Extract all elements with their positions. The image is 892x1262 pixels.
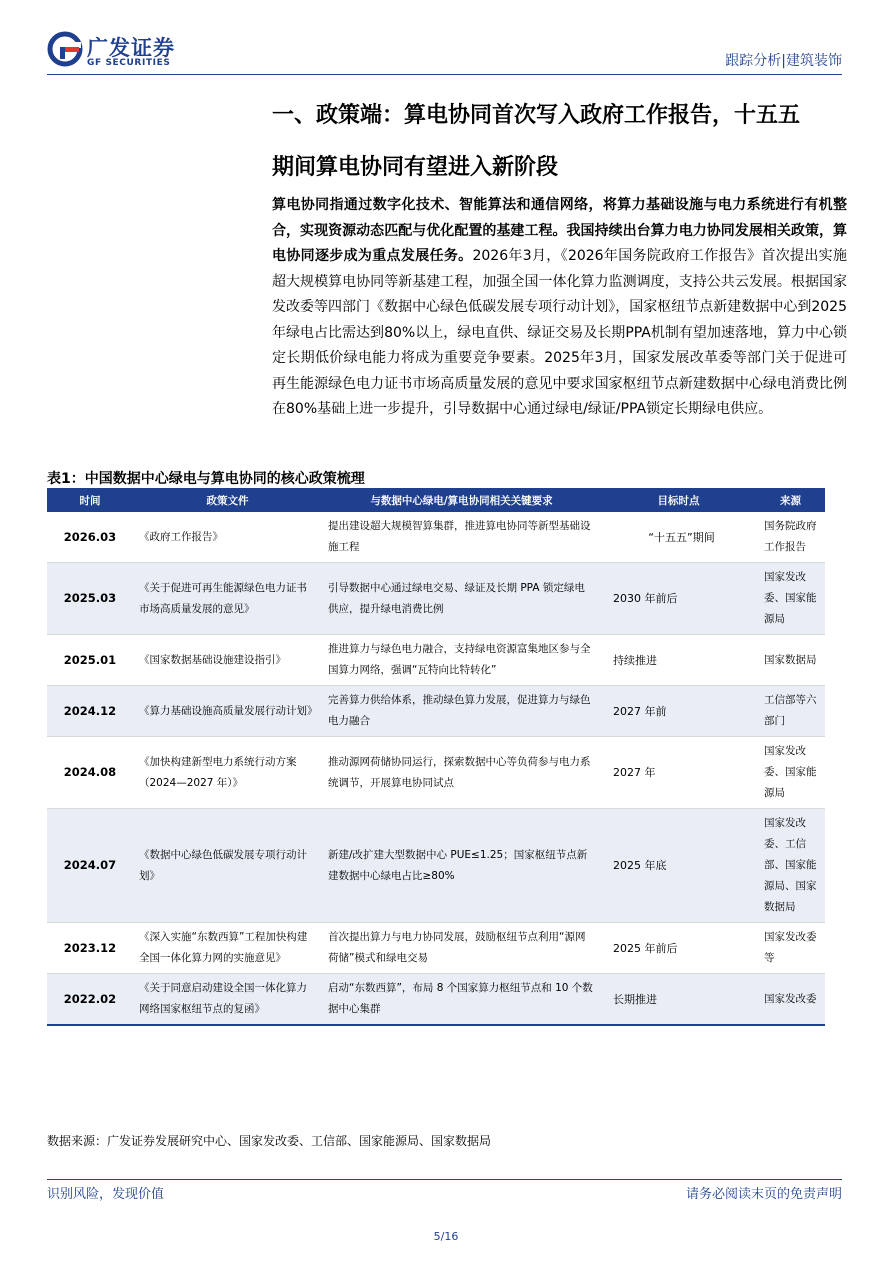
cell-req: 引导数据中心通过绿电交易、绿证及长期 PPA 锁定绿电供应，提升绿电消费比例 (322, 563, 601, 635)
table-row (47, 737, 825, 809)
policy-table (47, 488, 825, 1026)
section-title-line-1: 一、政策端：算电协同首次写入政府工作报告，十五五 (272, 103, 801, 128)
cell-req: 提出建设超大规模智算集群，推进算电协同等新型基础设施工程 (322, 512, 601, 563)
cell-target: 长期推进 (601, 974, 756, 1026)
data-source-note: 数据来源：广发证券发展研究中心、国家发改委、工信部、国家能源局、国家数据局 (47, 1134, 492, 1148)
cell-req: 启动“东数西算”，布局 8 个国家算力枢纽节点和 10 个数据中心集群 (322, 974, 601, 1026)
cell-source: 国家发改委 (756, 974, 825, 1026)
cell-time: 2024.08 (47, 737, 133, 809)
cell-target: 持续推进 (601, 635, 756, 686)
cell-doc: 《关于促进可再生能源绿色电力证书市场高质量发展的意见》 (133, 563, 322, 635)
cell-doc: 《深入实施“东数西算”工程加快构建全国一体化算力网的实施意见》 (133, 923, 322, 974)
cell-time: 2024.12 (47, 686, 133, 737)
cell-source: 工信部等六部门 (756, 686, 825, 737)
cell-req: 推进算力与绿色电力融合，支持绿电资源富集地区参与全国算力网络，强调“瓦特向比特转化” (322, 635, 601, 686)
cell-req: 完善算力供给体系，推动绿色算力发展，促进算力与绿色电力融合 (322, 686, 601, 737)
brand-logo (47, 30, 187, 74)
col-header-time: 时间 (47, 488, 133, 512)
cell-req: 推动源网荷储协同运行，探索数据中心等负荷参与电力系统调节，开展算电协同试点 (322, 737, 601, 809)
cell-source: 国家数据局 (756, 635, 825, 686)
cell-time: 2023.12 (47, 923, 133, 974)
cell-time: 2022.02 (47, 974, 133, 1026)
gf-logo-icon (47, 30, 83, 68)
col-header-source: 来源 (756, 488, 825, 512)
cell-doc: 《算力基础设施高质量发展行动计划》 (133, 686, 322, 737)
cell-target: 2025 年底 (601, 809, 756, 923)
table-row (47, 809, 825, 923)
report-category: 跟踪分析|建筑装饰 (725, 53, 842, 69)
cell-doc: 《关于同意启动建设全国一体化算力网络国家枢纽节点的复函》 (133, 974, 322, 1026)
cell-target: 2030 年前后 (601, 563, 756, 635)
table-row (47, 563, 825, 635)
cell-target: 2025 年前后 (601, 923, 756, 974)
cell-time: 2024.07 (47, 809, 133, 923)
header-divider (47, 74, 842, 75)
table-row (47, 635, 825, 686)
col-header-req: 与数据中心绿电/算电协同相关关键要求 (322, 488, 601, 512)
cell-target: 2027 年前 (601, 686, 756, 737)
cell-target: “十五五”期间 (601, 512, 756, 563)
col-header-doc: 政策文件 (133, 488, 322, 512)
table-row (47, 923, 825, 974)
brand-name-cn: 广发证券 (87, 36, 175, 60)
page-header (0, 0, 892, 80)
section-title (272, 90, 847, 194)
paragraph-lead: 算电协同指通过数字化技术、智能算法和通信网络，将算力基础设施与电力系统进行有机整合，实现资源动态匹配与优化配置的基建工程。我国持续出台算力电力协同发展相关政策，算电协同逐步成为重点发展任务。 (272, 197, 847, 264)
cell-target: 2027 年 (601, 737, 756, 809)
table-header-row (47, 488, 825, 512)
cell-source: 国家发改委等 (756, 923, 825, 974)
cell-time: 2026.03 (47, 512, 133, 563)
footer-divider (47, 1179, 842, 1180)
cell-doc: 《国家数据基础设施建设指引》 (133, 635, 322, 686)
cell-doc: 《数据中心绿色低碳发展专项行动计划》 (133, 809, 322, 923)
paragraph-body: 2026年3月，《2026年国务院政府工作报告》首次提出实施超大规模算电协同等新基建工程，加强全国一体化算力监测调度，支持公共云发展。根据国家发改委等四部门《数据中心绿色低碳发展专项行动计划》，国家枢纽节点新建数据中心到2025年绿电占比需达到80%以上，绿电直供、绿证交易及长期PPA机制有望加速落地，算力中心锁定长期低价绿电能力将成为重要竞争要素。2025年3月，国家发展改革委等部门关于促进可再生能源绿色电力证书市场高质量发展的意见中要求国家枢纽节点新建数据中心绿电消费比例在80%基础上进一步提升，引导数据中心通过绿电/绿证/PPA锁定长期绿电供应。 (272, 248, 848, 417)
table-title: 表1：中国数据中心绿电与算电协同的核心政策梳理 (47, 471, 365, 487)
cell-source: 国家发改委、国家能源局 (756, 563, 825, 635)
table-row (47, 686, 825, 737)
cell-source: 国务院政府工作报告 (756, 512, 825, 563)
cell-time: 2025.03 (47, 563, 133, 635)
section-title-line-2: 期间算电协同有望进入新阶段 (272, 155, 559, 180)
cell-doc: 《政府工作报告》 (133, 512, 322, 563)
cell-doc: 《加快构建新型电力系统行动方案（2024—2027 年）》 (133, 737, 322, 809)
table-row (47, 974, 825, 1026)
cell-req: 新建/改扩建大型数据中心 PUE≤1.25；国家枢纽节点新建数据中心绿电占比≥80% (322, 809, 601, 923)
cell-source: 国家发改委、国家能源局 (756, 737, 825, 809)
col-header-target: 目标时点 (601, 488, 756, 512)
cell-time: 2025.01 (47, 635, 133, 686)
brand-name-en: GF SECURITIES (87, 58, 171, 68)
table-row (47, 512, 825, 563)
body-paragraph (272, 193, 847, 423)
cell-source: 国家发改委、工信部、国家能源局、国家数据局 (756, 809, 825, 923)
cell-req: 首次提出算力与电力协同发展，鼓励枢纽节点利用“源网荷储”模式和绿电交易 (322, 923, 601, 974)
footer-disclaimer-link[interactable]: 请务必阅读末页的免责声明 (685, 1187, 842, 1202)
page-number: 5/16 (433, 1230, 459, 1243)
footer-slogan: 识别风险，发现价值 (47, 1187, 165, 1202)
